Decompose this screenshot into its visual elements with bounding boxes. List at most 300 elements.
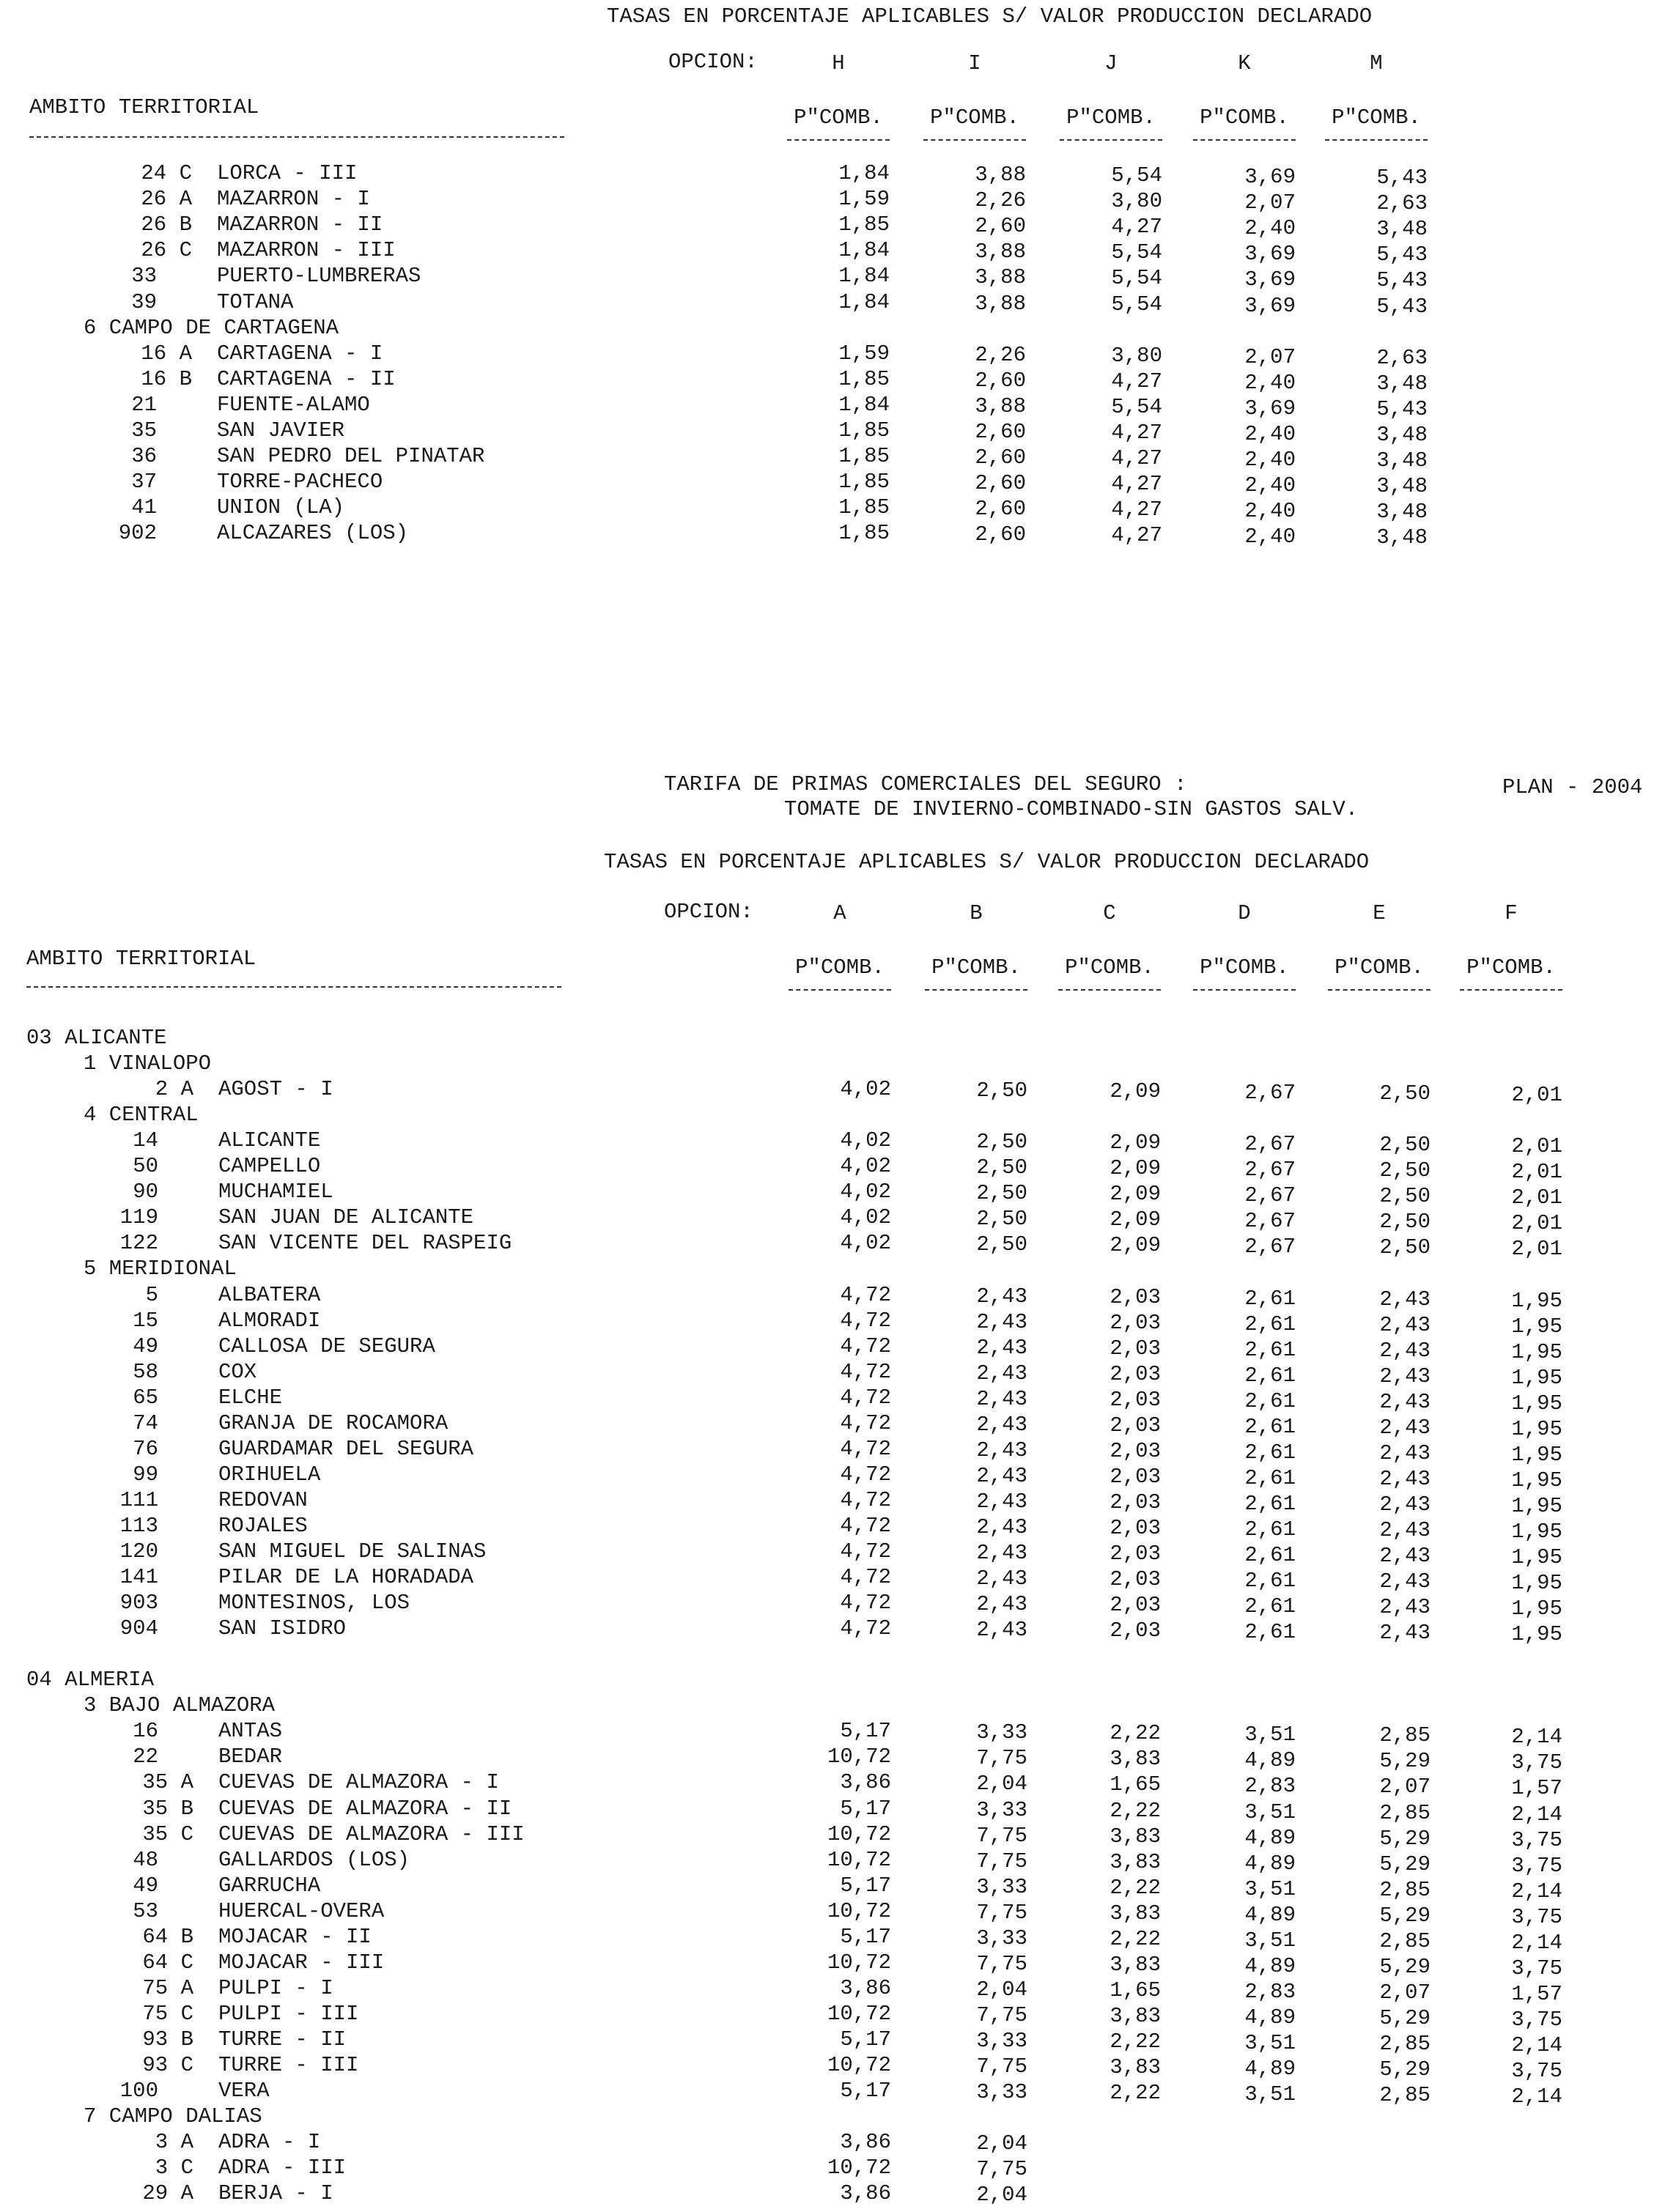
- rate-value: 5,43: [1376, 166, 1428, 190]
- municipality-name: BEDAR: [218, 1745, 283, 1769]
- municipality-name: TURRE - III: [218, 2053, 359, 2077]
- municipality-code: 24 C: [141, 161, 192, 185]
- rate-value: 3,75: [1511, 1956, 1562, 1980]
- rate-value: 10,72: [827, 1821, 891, 1846]
- rate-value: 1,85: [838, 521, 890, 546]
- rate-value: 3,33: [976, 1720, 1027, 1745]
- table-row: [0, 1487, 1665, 1518]
- territory-rule: [29, 136, 564, 138]
- rate-value: 2,50: [976, 1232, 1027, 1257]
- municipality-code: 902: [118, 521, 157, 546]
- rate-value: 2,22: [1110, 1798, 1161, 1823]
- municipality-code: 64 B: [142, 1924, 193, 1949]
- table-row: [0, 2183, 1665, 2208]
- table-row: [0, 1796, 1665, 1827]
- comarca-heading: 3 BAJO ALMAZORA: [84, 1693, 276, 1718]
- rate-value: 2,04: [976, 2183, 1027, 2208]
- option-d-rule: [1193, 989, 1296, 991]
- option-h-subheader: P"COMB.: [794, 106, 883, 130]
- rate-value: 1,95: [1511, 1339, 1562, 1364]
- rate-value: 3,88: [975, 240, 1026, 265]
- rate-value: 2,40: [1244, 370, 1296, 395]
- option-f-header: F: [1505, 901, 1518, 925]
- municipality-code: 76: [133, 1436, 158, 1461]
- municipality-code: 90: [133, 1180, 158, 1205]
- rate-value: 1,85: [838, 470, 890, 495]
- rate-value: 1,84: [838, 264, 890, 289]
- plan-label: PLAN - 2004: [1502, 775, 1643, 799]
- option-k-rule: [1193, 139, 1296, 141]
- municipality-code: 35 A: [142, 1770, 193, 1795]
- rate-value: 10,72: [827, 2156, 891, 2180]
- comarca-heading: 6 CAMPO DE CARTAGENA: [84, 315, 339, 340]
- table-row: [0, 1410, 1665, 1441]
- province-heading: 04 ALMERIA: [26, 1668, 155, 1693]
- rate-value: 5,43: [1376, 396, 1428, 421]
- municipality-code: 75 A: [142, 1975, 193, 2000]
- rate-value: 3,48: [1376, 371, 1428, 396]
- option-m-header: M: [1370, 51, 1383, 75]
- rate-value: 3,51: [1244, 1799, 1296, 1824]
- table-row: [0, 2001, 1665, 2032]
- rate-value: 4,72: [840, 1385, 891, 1410]
- municipality-code: 15: [133, 1308, 158, 1333]
- rate-value: 5,29: [1379, 2057, 1430, 2082]
- option-k-subheader: P"COMB.: [1200, 106, 1289, 130]
- rate-value: 5,29: [1379, 1749, 1430, 1774]
- table-row: [0, 471, 1665, 497]
- rate-value: 4,89: [1244, 1953, 1296, 1978]
- rate-value: 1,95: [1511, 1391, 1562, 1416]
- rate-value: 2,50: [976, 1181, 1027, 1206]
- rate-value: 3,88: [975, 163, 1026, 187]
- rate-value: 2,43: [976, 1514, 1027, 1539]
- rate-value: 4,72: [840, 1282, 891, 1307]
- municipality-code: 2 A: [155, 1077, 193, 1102]
- table-row: [0, 1873, 1665, 1904]
- rate-value: 4,02: [840, 1077, 891, 1102]
- rate-value: 1,65: [1110, 1978, 1161, 2002]
- rate-value: 3,69: [1244, 242, 1296, 267]
- rate-value: 5,54: [1111, 266, 1162, 291]
- rate-value: 3,83: [1110, 2055, 1161, 2079]
- rate-value: 2,61: [1244, 1363, 1296, 1388]
- table-row: [0, 1077, 1665, 1108]
- option-m-rule: [1325, 139, 1428, 141]
- municipality-name: MAZARRON - I: [217, 187, 370, 212]
- municipality-code: 93 C: [142, 2053, 193, 2077]
- rate-value: 5,17: [840, 1719, 891, 1744]
- table-row: [0, 1154, 1665, 1185]
- municipality-code: 16 B: [141, 366, 192, 391]
- municipality-name: ORIHUELA: [218, 1462, 321, 1487]
- rate-value: 5,43: [1376, 268, 1428, 293]
- rate-value: 1,95: [1511, 1493, 1562, 1518]
- rate-value: 2,43: [1379, 1569, 1430, 1594]
- municipality-name: SAN JAVIER: [217, 418, 345, 443]
- rate-value: 3,33: [976, 2028, 1027, 2053]
- rate-value: 2,67: [1244, 1209, 1296, 1234]
- rate-value: 7,75: [976, 1849, 1027, 1873]
- municipality-code: 64 C: [142, 1950, 193, 1975]
- table-row: [0, 265, 1665, 291]
- rate-value: 1,85: [838, 495, 890, 520]
- rate-value: 2,03: [1110, 1464, 1161, 1489]
- rate-value: 2,60: [975, 420, 1026, 444]
- option-m-subheader: P"COMB.: [1332, 106, 1421, 130]
- municipality-code: 3 C: [155, 2156, 193, 2180]
- table-row: [0, 1898, 1665, 1929]
- option-label: OPCION:: [664, 900, 753, 924]
- municipality-code: 53: [133, 1898, 158, 1923]
- rate-value: 2,85: [1379, 2083, 1430, 2108]
- rate-value: 2,43: [976, 1386, 1027, 1411]
- option-e-header: E: [1373, 901, 1386, 925]
- rate-value: 3,83: [1110, 1747, 1161, 1772]
- municipality-name: GALLARDOS (LOS): [218, 1847, 410, 1872]
- rate-value: 1,59: [838, 187, 890, 212]
- rate-value: 2,43: [1379, 1440, 1430, 1465]
- rate-value: 5,29: [1379, 1826, 1430, 1851]
- table-row: [0, 1385, 1665, 1416]
- rate-value: 2,04: [976, 1977, 1027, 2002]
- rate-value: 2,43: [976, 1541, 1027, 1565]
- rate-value: 1,95: [1511, 1365, 1562, 1390]
- municipality-code: 48: [133, 1847, 158, 1872]
- municipality-name: ALBATERA: [218, 1282, 321, 1307]
- rate-value: 5,17: [840, 1924, 891, 1949]
- option-j-header: J: [1104, 51, 1118, 75]
- municipality-name: VERA: [218, 2079, 270, 2104]
- rate-value: 3,75: [1511, 1750, 1562, 1775]
- rate-value: 2,61: [1244, 1491, 1296, 1516]
- rate-value: 2,03: [1110, 1593, 1161, 1618]
- rate-value: 3,75: [1511, 1904, 1562, 1929]
- rate-value: 2,50: [1379, 1133, 1430, 1158]
- rate-value: 1,95: [1511, 1519, 1562, 1544]
- rate-value: 2,43: [976, 1335, 1027, 1360]
- rate-value: 2,04: [976, 2131, 1027, 2156]
- table-row: [0, 2079, 1665, 2109]
- table-row: [0, 214, 1665, 240]
- municipality-code: 26 A: [141, 187, 192, 212]
- rate-value: 2,01: [1511, 1134, 1562, 1159]
- rate-value: 4,72: [840, 1308, 891, 1333]
- table-row: [0, 1719, 1665, 1750]
- municipality-code: 49: [133, 1334, 158, 1358]
- rate-value: 4,72: [840, 1616, 891, 1641]
- rate-value: 2,85: [1379, 1723, 1430, 1748]
- table-row: [0, 394, 1665, 420]
- option-a-subheader: P"COMB.: [795, 955, 885, 980]
- rate-value: 3,80: [1111, 343, 1162, 368]
- rate-value: 2,50: [976, 1207, 1027, 1232]
- rate-value: 2,40: [1244, 448, 1296, 473]
- rate-value: 5,17: [840, 1873, 891, 1898]
- option-label: OPCION:: [668, 50, 758, 74]
- rate-value: 2,60: [975, 214, 1026, 239]
- rate-value: 3,33: [976, 1926, 1027, 1950]
- municipality-code: 65: [133, 1385, 158, 1410]
- municipality-code: 35 B: [142, 1796, 193, 1821]
- municipality-name: GUARDAMAR DEL SEGURA: [218, 1436, 474, 1461]
- option-b-header: B: [970, 901, 983, 925]
- option-a-header: A: [833, 901, 846, 925]
- rate-value: 2,07: [1379, 1980, 1430, 2005]
- municipality-name: SAN ISIDRO: [218, 1616, 347, 1641]
- rate-value: 2,50: [1379, 1184, 1430, 1209]
- comarca-heading: 4 CENTRAL: [84, 1103, 199, 1128]
- rate-value: 2,43: [1379, 1338, 1430, 1363]
- table-row: [0, 2053, 1665, 2083]
- rate-value: 2,43: [976, 1361, 1027, 1386]
- municipality-code: 39: [131, 289, 157, 314]
- municipality-name: ROJALES: [218, 1513, 308, 1538]
- rate-value: 2,40: [1244, 525, 1296, 550]
- municipality-code: 16: [133, 1719, 158, 1744]
- option-a-rule: [789, 989, 891, 991]
- rate-value: 4,27: [1111, 472, 1162, 497]
- municipality-name: MOJACAR - II: [218, 1924, 372, 1949]
- rate-value: 2,60: [975, 522, 1026, 547]
- rate-value: 2,22: [1110, 1875, 1161, 1900]
- municipality-code: 35 C: [142, 1821, 193, 1846]
- rate-value: 7,75: [976, 2054, 1027, 2079]
- table-row: [0, 1282, 1665, 1313]
- rate-value: 2,01: [1511, 1083, 1562, 1108]
- rate-value: 2,61: [1244, 1388, 1296, 1413]
- municipality-name: SAN VICENTE DEL RASPEIG: [218, 1231, 512, 1256]
- rate-value: 5,17: [840, 1796, 891, 1821]
- table-row: [0, 1464, 1665, 1490]
- municipality-code: 120: [119, 1539, 158, 1564]
- municipality-name: CUEVAS DE ALMAZORA - I: [218, 1770, 499, 1795]
- rate-value: 2,09: [1110, 1131, 1161, 1155]
- rate-value: 2,43: [976, 1618, 1027, 1643]
- rate-value: 3,48: [1376, 500, 1428, 525]
- municipality-code: 99: [133, 1462, 158, 1487]
- rate-value: 5,29: [1379, 1903, 1430, 1928]
- table-row: [0, 2157, 1665, 2183]
- rate-value: 1,95: [1511, 1288, 1562, 1313]
- rate-value: 3,48: [1376, 474, 1428, 499]
- municipality-code: 113: [119, 1513, 158, 1538]
- rate-value: 1,95: [1511, 1416, 1562, 1441]
- rate-value: 2,85: [1379, 2031, 1430, 2056]
- rate-value: 3,69: [1244, 396, 1296, 421]
- municipality-code: 122: [119, 1231, 158, 1256]
- table-row: [0, 1565, 1665, 1596]
- municipality-name: GRANJA DE ROCAMORA: [218, 1410, 448, 1435]
- rate-value: 2,50: [976, 1079, 1027, 1103]
- municipality-name: ADRA - III: [218, 2156, 347, 2180]
- rate-value: 5,43: [1376, 294, 1428, 319]
- rate-value: 3,51: [1244, 1876, 1296, 1901]
- rate-value: 2,43: [1379, 1415, 1430, 1440]
- table-row: [0, 1821, 1665, 1852]
- rate-value: 3,75: [1511, 1827, 1562, 1852]
- municipality-name: REDOVAN: [218, 1487, 308, 1512]
- rate-value: 2,60: [975, 497, 1026, 522]
- rate-value: 2,40: [1244, 216, 1296, 241]
- rate-value: 5,29: [1379, 2005, 1430, 2030]
- rate-value: 2,26: [975, 188, 1026, 213]
- municipality-name: SAN JUAN DE ALICANTE: [218, 1205, 474, 1230]
- table-row: [0, 366, 1665, 396]
- table-row: [0, 1205, 1665, 1236]
- rate-value: 5,17: [840, 2079, 891, 2104]
- rate-value: 2,26: [975, 342, 1026, 367]
- rate-value: 1,85: [838, 366, 890, 391]
- municipality-name: TORRE-PACHECO: [217, 470, 383, 495]
- municipality-name: TURRE - II: [218, 2027, 347, 2052]
- rate-value: 4,02: [840, 1205, 891, 1230]
- rate-value: 2,60: [975, 445, 1026, 470]
- municipality-code: 100: [119, 2079, 158, 2104]
- rate-value: 3,75: [1511, 1853, 1562, 1878]
- municipality-code: 29 A: [142, 2181, 193, 2206]
- rate-value: 1,85: [838, 444, 890, 469]
- rate-value: 2,03: [1110, 1336, 1161, 1361]
- rate-value: 2,50: [976, 1130, 1027, 1155]
- rate-value: 2,50: [1379, 1081, 1430, 1106]
- rate-value: 2,43: [976, 1489, 1027, 1514]
- rate-value: 4,72: [840, 1462, 891, 1487]
- rate-heading: TASAS EN PORCENTAJE APLICABLES S/ VALOR PRODUCCION DECLARADO: [604, 850, 1370, 874]
- rate-value: 7,75: [976, 2157, 1027, 2182]
- municipality-code: 5: [145, 1282, 158, 1307]
- municipality-code: 141: [119, 1565, 158, 1590]
- rate-value: 2,09: [1110, 1156, 1161, 1181]
- rate-value: 2,61: [1244, 1594, 1296, 1619]
- rate-value: 2,14: [1511, 1725, 1562, 1750]
- rate-value: 2,01: [1511, 1160, 1562, 1185]
- municipality-name: CUEVAS DE ALMAZORA - II: [218, 1796, 512, 1821]
- rate-value: 3,83: [1110, 1901, 1161, 1926]
- municipality-code: 904: [119, 1616, 158, 1641]
- municipality-name: ALICANTE: [218, 1128, 321, 1153]
- rate-value: 2,67: [1244, 1235, 1296, 1259]
- municipality-name: ANTAS: [218, 1719, 283, 1744]
- municipality-name: CARTAGENA - II: [217, 366, 396, 391]
- municipality-code: 74: [133, 1410, 158, 1435]
- municipality-name: CARTAGENA - I: [217, 341, 383, 366]
- rate-value: 4,27: [1111, 215, 1162, 240]
- table-row: [0, 1745, 1665, 1775]
- rate-value: 3,88: [975, 393, 1026, 418]
- rate-value: 2,43: [976, 1412, 1027, 1437]
- rate-value: 1,65: [1110, 1772, 1161, 1797]
- municipality-name: SAN PEDRO DEL PINATAR: [217, 444, 485, 469]
- rate-value: 2,67: [1244, 1132, 1296, 1157]
- comarca-heading: 7 CAMPO DALIAS: [84, 2104, 262, 2129]
- table-row: [0, 1334, 1665, 1364]
- rate-value: 2,22: [1110, 2081, 1161, 2106]
- rate-value: 2,61: [1244, 1620, 1296, 1645]
- rate-value: 3,51: [1244, 2030, 1296, 2055]
- rate-value: 3,86: [840, 1770, 891, 1795]
- rate-value: 4,72: [840, 1539, 891, 1564]
- municipality-name: ALMORADI: [218, 1308, 321, 1333]
- rate-value: 1,84: [838, 289, 890, 314]
- option-d-header: D: [1238, 901, 1251, 925]
- rate-value: 2,43: [1379, 1466, 1430, 1491]
- option-d-subheader: P"COMB.: [1200, 955, 1289, 980]
- municipality-code: 93 B: [142, 2027, 193, 2052]
- rate-value: 2,40: [1244, 473, 1296, 498]
- rate-value: 2,09: [1110, 1233, 1161, 1258]
- rate-value: 4,89: [1244, 2057, 1296, 2081]
- rate-value: 10,72: [827, 2053, 891, 2077]
- rate-value: 2,22: [1110, 1721, 1161, 1746]
- rate-value: 2,40: [1244, 499, 1296, 524]
- municipality-name: ADRA - I: [218, 2130, 321, 2155]
- rate-value: 3,86: [840, 2181, 891, 2206]
- municipality-code: 3 A: [155, 2130, 193, 2155]
- rate-value: 4,27: [1111, 497, 1162, 522]
- option-i-rule: [923, 139, 1026, 141]
- municipality-code: 58: [133, 1359, 158, 1384]
- rate-value: 10,72: [827, 1950, 891, 1975]
- table-row: [0, 343, 1665, 369]
- option-j-rule: [1060, 139, 1162, 141]
- municipality-name: FUENTE-ALAMO: [217, 392, 370, 417]
- rate-value: 10,72: [827, 1847, 891, 1872]
- rate-value: 4,89: [1244, 2005, 1296, 2030]
- rate-value: 1,59: [838, 341, 890, 366]
- municipality-name: MOJACAR - III: [218, 1950, 385, 1975]
- rate-value: 1,85: [838, 418, 890, 443]
- rate-value: 2,43: [1379, 1312, 1430, 1337]
- rate-value: 2,14: [1511, 1879, 1562, 1904]
- rate-value: 2,50: [976, 1155, 1027, 1180]
- table-row: [0, 188, 1665, 214]
- rate-value: 2,61: [1244, 1440, 1296, 1465]
- municipality-name: CALLOSA DE SEGURA: [218, 1334, 435, 1358]
- table-row: [0, 495, 1665, 525]
- tariff-title: TARIFA DE PRIMAS COMERCIALES DEL SEGURO :: [664, 772, 1187, 796]
- rate-value: 4,72: [840, 1487, 891, 1512]
- municipality-code: 22: [133, 1745, 158, 1769]
- rate-value: 2,60: [975, 368, 1026, 393]
- rate-value: 5,43: [1376, 243, 1428, 267]
- municipality-code: 41: [131, 495, 157, 520]
- rate-value: 3,69: [1244, 267, 1296, 292]
- rate-value: 2,07: [1379, 1775, 1430, 1799]
- rate-value: 2,83: [1244, 1979, 1296, 2004]
- rate-value: 3,48: [1376, 217, 1428, 242]
- rate-value: 4,72: [840, 1359, 891, 1384]
- rate-value: 5,17: [840, 2027, 891, 2052]
- rate-value: 2,03: [1110, 1387, 1161, 1412]
- rate-value: 2,67: [1244, 1183, 1296, 1208]
- municipality-code: 75 C: [142, 2001, 193, 2026]
- table-row: [0, 1539, 1665, 1569]
- municipality-name: ELCHE: [218, 1385, 283, 1410]
- rate-value: 4,89: [1244, 1902, 1296, 1927]
- rate-value: 4,27: [1111, 369, 1162, 393]
- table-row: [0, 163, 1665, 188]
- municipality-name: ALCAZARES (LOS): [217, 521, 409, 546]
- rate-value: 4,02: [840, 1231, 891, 1256]
- municipality-code: 16 A: [141, 341, 192, 366]
- rate-value: 4,02: [840, 1154, 891, 1179]
- option-f-rule: [1460, 989, 1562, 991]
- table-row: [0, 522, 1665, 548]
- option-e-subheader: P"COMB.: [1334, 955, 1424, 980]
- rate-value: 10,72: [827, 1745, 891, 1769]
- option-c-subheader: P"COMB.: [1065, 955, 1154, 980]
